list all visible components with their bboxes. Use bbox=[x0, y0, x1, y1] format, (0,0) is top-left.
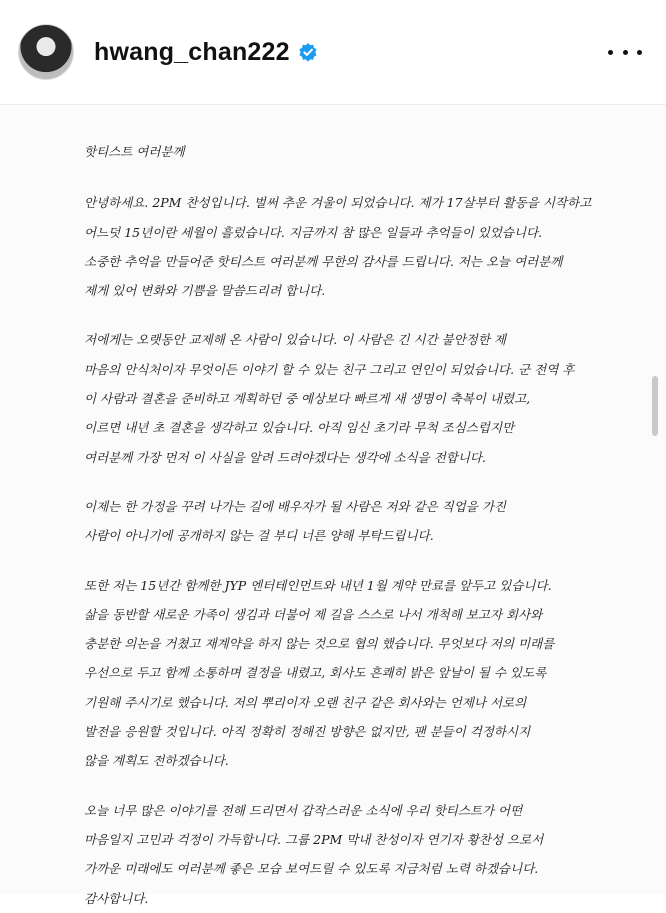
letter-line: 발전을 응원할 것입니다. 아직 정확히 정해진 방향은 없지만, 팬 분들이 걱정하시지 bbox=[84, 724, 531, 740]
letter-line: 이제는 한 가정을 꾸려 나가는 길에 배우자가 될 사람은 저와 같은 직업을 가진 bbox=[84, 498, 507, 514]
letter-line: 가까운 미래에도 여러분께 좋은 모습 보여드릴 수 있도록 지금처럼 노력 하겠습니다. bbox=[84, 861, 539, 877]
scrollbar-thumb[interactable] bbox=[652, 376, 658, 436]
letter-line: 감사합니다. bbox=[84, 890, 149, 906]
letter-line: 이 사람과 결혼을 준비하고 계획하던 중 예상보다 빠르게 새 생명이 축복이 내렸고, bbox=[84, 391, 531, 407]
letter-line: 기원해 주시기로 했습니다. 저의 뿌리이자 오랜 친구 같은 회사와는 언제나 서로의 bbox=[84, 694, 527, 710]
letter-paragraph bbox=[84, 325, 646, 471]
letter-line: 마음일지 고민과 걱정이 가득합니다. 그룹 2PM 막내 찬성이자 연기자 황찬성 으로서 bbox=[84, 831, 544, 847]
verified-badge-icon bbox=[298, 42, 318, 62]
letter-paragraph bbox=[84, 188, 646, 305]
letter-line: 이르면 내년 초 결혼을 생각하고 있습니다. 아직 임신 초기라 무척 조심스럽지만 bbox=[84, 420, 515, 436]
letter-greeting: 핫티스트 여러분께 bbox=[84, 144, 185, 159]
post-header bbox=[0, 0, 666, 104]
letter-line: 제게 있어 변화와 기쁨을 말씀드리려 합니다. bbox=[84, 283, 326, 299]
letter-line: 않을 계획도 전하겠습니다. bbox=[84, 753, 229, 769]
username[interactable]: hwang_chan222 bbox=[94, 37, 290, 66]
dot-icon bbox=[637, 50, 642, 55]
more-options-icon[interactable] bbox=[608, 42, 642, 62]
dot-icon bbox=[623, 50, 628, 55]
letter-line: 마음의 안식처이자 무엇이든 이야기 할 수 있는 친구 그리고 연인이 되었습니다. 군 전역 후 bbox=[84, 361, 575, 377]
letter-line: 소중한 추억을 만들어준 핫티스트 여러분께 무한의 감사를 드립니다. 저는 오늘 여러분께 bbox=[84, 253, 563, 269]
letter-line: 우선으로 두고 함께 소통하며 결정을 내렸고, 회사도 흔쾌히 밝은 앞날이 될 수 있도록 bbox=[84, 665, 547, 681]
letter-body bbox=[84, 188, 646, 913]
letter-line: 삶을 동반할 새로운 가족이 생김과 더불어 제 길을 스스로 나서 개척해 보고자 회사와 bbox=[84, 606, 543, 622]
letter-line: 충분한 의논을 거쳤고 재계약을 하지 않는 것으로 협의 했습니다. 무엇보다 저의 미래를 bbox=[84, 636, 555, 652]
letter-line: 저에게는 오랫동안 교제해 온 사람이 있습니다. 이 사람은 긴 시간 불안정한 제 bbox=[84, 332, 507, 348]
letter-paragraph bbox=[84, 492, 646, 551]
handwritten-letter bbox=[0, 105, 666, 906]
letter-line: 오늘 너무 많은 이야기를 전해 드리면서 갑작스러운 소식에 우리 핫티스트가 어떤 bbox=[84, 802, 523, 818]
letter-line: 안녕하세요. 2PM 찬성입니다. 벌써 추운 겨울이 되었습니다. 제가 17살부터 활동을 시작하고 bbox=[84, 195, 592, 211]
letter-paragraph bbox=[84, 571, 646, 776]
avatar[interactable] bbox=[18, 24, 74, 80]
letter-paragraph bbox=[84, 796, 646, 913]
letter-line: 사람이 아니기에 공개하지 않는 걸 부디 너른 양해 부탁드립니다. bbox=[84, 528, 434, 544]
letter-line: 또한 저는 15년간 함께한 JYP 엔터테인먼트와 내년 1월 계약 만료를 앞두고 있습니다. bbox=[84, 577, 552, 593]
letter-line: 여러분께 가장 먼저 이 사실을 알려 드려야겠다는 생각에 소식을 전합니다. bbox=[84, 449, 486, 465]
dot-icon bbox=[608, 50, 613, 55]
letter-line: 어느덧 15년이란 세월이 흘렀습니다. 지금까지 참 많은 일들과 추억들이 있었습니다. bbox=[84, 224, 543, 240]
